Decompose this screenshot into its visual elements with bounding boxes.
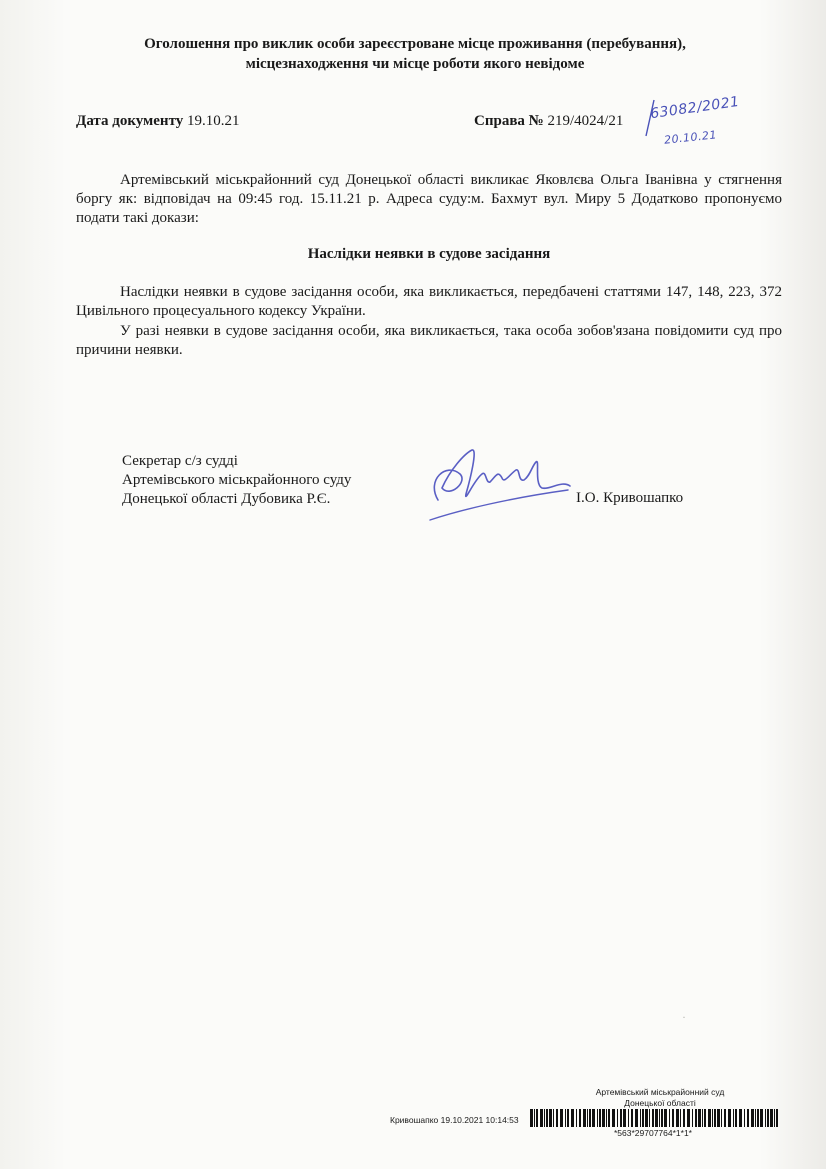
secretary-line-3: Донецької області Дубовика Р.Є. <box>122 491 331 507</box>
barcode-bar <box>724 1109 726 1127</box>
case-value: 219/4024/21 <box>547 113 624 129</box>
barcode-bar <box>672 1109 674 1127</box>
barcode <box>530 1109 782 1127</box>
barcode-bar <box>712 1109 713 1127</box>
barcode-bar <box>579 1109 581 1127</box>
barcode-bar <box>664 1109 667 1127</box>
handwritten-registration-date: 20.10.21 <box>663 128 718 147</box>
barcode-bar <box>680 1109 681 1127</box>
barcode-bar <box>702 1109 703 1127</box>
barcode-bar <box>728 1109 731 1127</box>
barcode-bar <box>760 1109 763 1127</box>
secretary-line-1: Секретар с/з судді <box>122 453 238 469</box>
court-stamp-line-1: Артемівський міськрайонний суд <box>595 1087 725 1097</box>
barcode-bar <box>747 1109 749 1127</box>
barcode-bar <box>776 1109 778 1127</box>
case-number <box>474 113 623 130</box>
date-label: Дата документу <box>76 113 184 129</box>
court-stamp <box>590 1087 730 1109</box>
barcode-bar <box>565 1109 566 1127</box>
barcode-bar <box>556 1109 558 1127</box>
barcode-bar <box>612 1109 615 1127</box>
consequences-heading: Наслідки неявки в судове засідання <box>307 246 551 262</box>
barcode-bar <box>620 1109 622 1127</box>
consequences-paragraph: Наслідки неявки в судове засідання особи, яка викликається, передбачені статтями 147, 148, 223, 372 Цивільного процесуального кодексу України. <box>76 284 782 319</box>
date-value: 19.10.21 <box>187 113 240 129</box>
barcode-bar <box>744 1109 745 1127</box>
handwritten-slash-mark <box>640 98 660 138</box>
document-title <box>60 34 770 74</box>
barcode-bar <box>576 1109 577 1127</box>
title-line-2: місцезнаходження чи місце роботи якого невідоме <box>245 56 585 72</box>
barcode-bar <box>721 1109 722 1127</box>
barcode-bar <box>739 1109 742 1127</box>
barcode-bar <box>659 1109 660 1127</box>
barcode-bar <box>597 1109 598 1127</box>
barcode-bar <box>571 1109 574 1127</box>
barcode-bar <box>765 1109 766 1127</box>
barcode-bar <box>645 1109 648 1127</box>
barcode-bar <box>733 1109 734 1127</box>
barcode-bar <box>661 1109 663 1127</box>
barcode-bar <box>652 1109 654 1127</box>
barcode-bar <box>757 1109 759 1127</box>
barcode-bar <box>683 1109 685 1127</box>
barcode-bar <box>602 1109 605 1127</box>
barcode-bar <box>687 1109 690 1127</box>
barcode-bar <box>642 1109 644 1127</box>
barcode-bar <box>599 1109 601 1127</box>
barcode-bar <box>587 1109 588 1127</box>
barcode-bar <box>755 1109 756 1127</box>
summons-paragraph: Артемівський міськрайонний суд Донецької області викликає Яковлєва Ольга Іванівна у стягнення боргу як: відповідач на 09:45 год. 15.11.21 р. Адреса суду:м. Бахмут вул. Миру 5 Додатково пропонуємо подати такі докази: <box>76 172 782 226</box>
barcode-bar <box>553 1109 554 1127</box>
barcode-bar <box>544 1109 545 1127</box>
electronic-stamp: Кривошапко 19.10.2021 10:14:53 <box>390 1115 519 1125</box>
barcode-bar <box>534 1109 535 1127</box>
barcode-bar <box>692 1109 693 1127</box>
barcode-bar <box>735 1109 737 1127</box>
barcode-bar <box>536 1109 538 1127</box>
barcode-bar <box>649 1109 650 1127</box>
barcode-bar <box>546 1109 548 1127</box>
title-line-1: Оголошення про виклик особи зареєстроване місце проживання (перебування), <box>144 36 686 52</box>
barcode-bar <box>608 1109 610 1127</box>
notice-paragraph: У разі неявки в судове засідання особи, яка викликається, така особа зобов'язана повідомити суд про причини неявки. <box>76 323 782 358</box>
barcode-bar <box>774 1109 775 1127</box>
barcode-bar <box>623 1109 626 1127</box>
barcode-bar <box>589 1109 591 1127</box>
barcode-bar <box>640 1109 641 1127</box>
barcode-bar <box>714 1109 716 1127</box>
scan-mark: · <box>682 1010 686 1024</box>
handwritten-registration-number: 63082/2021 <box>649 93 741 123</box>
document-date <box>76 113 240 130</box>
barcode-bar <box>631 1109 633 1127</box>
barcode-bar <box>540 1109 543 1127</box>
signer-name: І.О. Кривошапко <box>576 490 684 506</box>
barcode-bar <box>628 1109 629 1127</box>
barcode-bar <box>695 1109 697 1127</box>
barcode-bar <box>770 1109 773 1127</box>
barcode-bar <box>606 1109 607 1127</box>
barcode-bar <box>708 1109 711 1127</box>
barcode-bar <box>530 1109 533 1127</box>
barcode-bar <box>635 1109 638 1127</box>
barcode-bar <box>676 1109 679 1127</box>
barcode-bar <box>592 1109 595 1127</box>
barcode-bar <box>583 1109 586 1127</box>
secretary-line-2: Артемівського міськрайонного суду <box>122 472 352 488</box>
barcode-bar <box>567 1109 569 1127</box>
barcode-bar <box>549 1109 552 1127</box>
barcode-bar <box>704 1109 706 1127</box>
barcode-bar <box>767 1109 769 1127</box>
barcode-bar <box>655 1109 658 1127</box>
barcode-bar <box>560 1109 563 1127</box>
barcode-bar <box>717 1109 720 1127</box>
court-stamp-line-2: Донецької області <box>624 1098 696 1108</box>
case-label: Справа № <box>474 113 544 129</box>
barcode-bar <box>669 1109 670 1127</box>
barcode-text: *563*29707764*1*1* <box>614 1128 692 1138</box>
secretary-block <box>122 452 351 509</box>
barcode-bar <box>751 1109 754 1127</box>
handwritten-signature <box>420 440 580 530</box>
barcode-bar <box>617 1109 618 1127</box>
barcode-bar <box>698 1109 701 1127</box>
